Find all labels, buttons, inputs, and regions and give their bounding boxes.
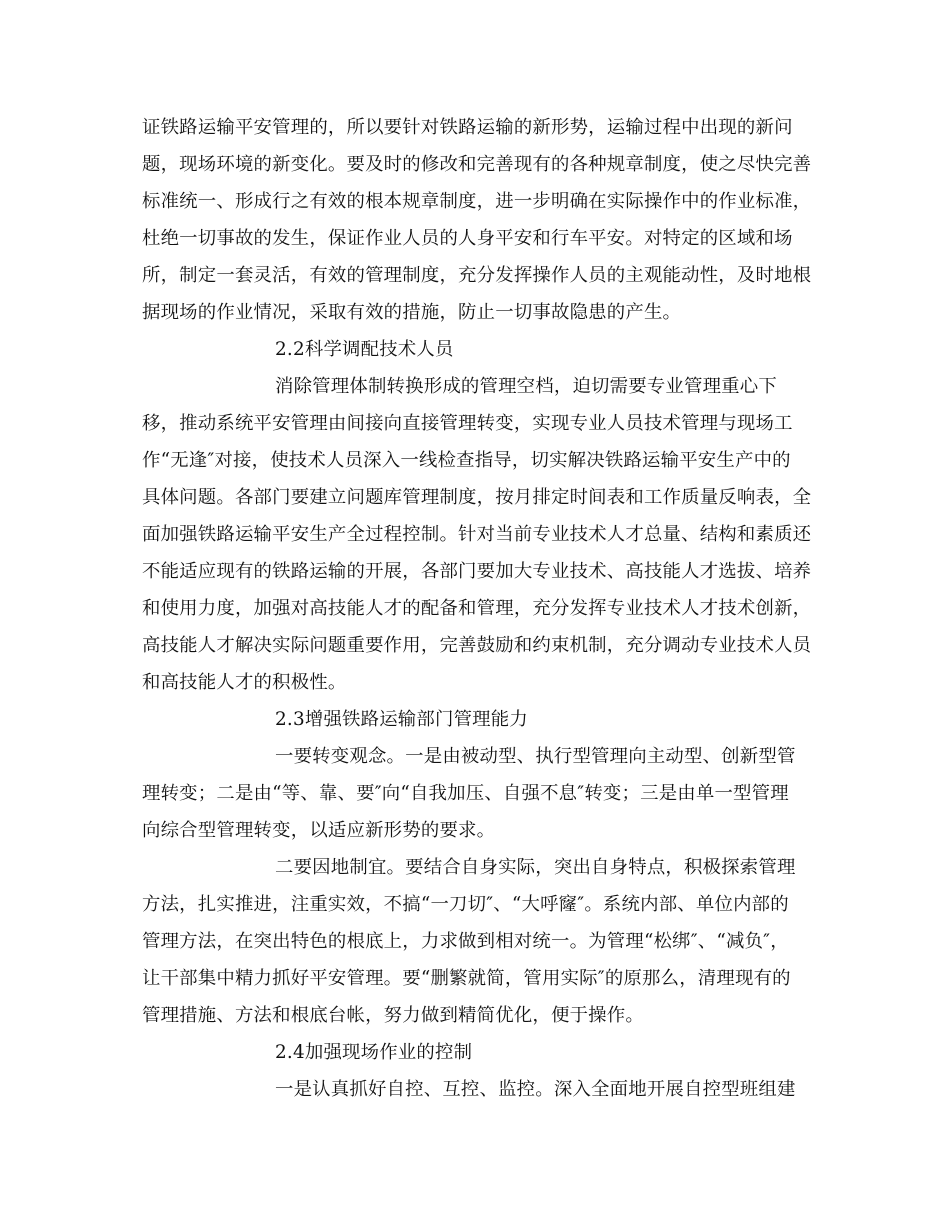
- text-line: 作“无逢″对接，使技术人员深入一线检查指导，切实解决铁路运输平安生产中的: [142, 450, 791, 471]
- text-line: 具体问题。各部门要建立问题库管理制度，按月排定时间表和工作质量反响表，全: [142, 487, 812, 508]
- text-line: 方法，扎实推进，注重实效，不搞“一刀切″、“大呼窿″。系统内部、单位内部的: [142, 894, 789, 915]
- text-line: 标准统一、形成行之有效的根本规章制度，进一步明确在实际操作中的作业标准，: [142, 191, 812, 212]
- text-line: 高技能人才解决实际问题重要作用，完善鼓励和约束机制，充分调动专业技术人员: [142, 635, 812, 656]
- text-line: 杜绝一切事故的发生，保证作业人员的人身平安和行车平安。对特定的区域和场: [142, 228, 793, 249]
- text-line: 管理方法，在突出特色的根底上，力求做到相对统一。为管理“松绑″、“减负″，: [142, 931, 789, 952]
- text-line: 移，推动系统平安管理由间接向直接管理转变，实现专业人员技术管理与现场工: [142, 413, 793, 434]
- text-line: 消除管理体制转换形成的管理空档，迫切需要专业管理重心下: [275, 376, 777, 397]
- text-line: 一要转变观念。一是由被动型、执行型管理向主动型、创新型管: [275, 746, 796, 767]
- text-line: 让干部集中精力抓好平安管理。要“删繁就简，管用实际″的原那么，清理现有的: [142, 968, 791, 989]
- text-line: 不能适应现有的铁路运输的开展，各部门要加大专业技术、高技能人才选拔、培养: [142, 561, 812, 582]
- text-line: 面加强铁路运输平安生产全过程控制。针对当前专业技术人才总量、结构和素质还: [142, 524, 812, 545]
- text-line: 理转变；二是由“等、靠、要″向“自我加压、自强不息″转变；三是由单一型管理: [142, 783, 789, 804]
- section-heading-2-4: 2.4加强现场作业的控制: [275, 1042, 473, 1063]
- text-line: 一是认真抓好自控、互控、监控。深入全面地开展自控型班组建: [275, 1079, 796, 1100]
- text-line: 向综合型管理转变，以适应新形势的要求。: [142, 820, 496, 841]
- text-line: 证铁路运输平安管理的，所以要针对铁路运输的新形势，运输过程中出现的新问: [142, 117, 793, 138]
- text-line: 管理措施、方法和根底台帐，努力做到精简优化，便于操作。: [142, 1005, 644, 1026]
- text-line: 所，制定一套灵活，有效的管理制度，充分发挥操作人员的主观能动性，及时地根: [142, 265, 812, 286]
- section-heading-2-2: 2.2科学调配技术人员: [275, 339, 454, 360]
- text-line: 和使用力度，加强对高技能人才的配备和管理，充分发挥专业技术人才技术创新，: [142, 598, 812, 619]
- text-line: 据现场的作业情况，采取有效的措施，防止一切事故隐患的产生。: [142, 302, 682, 323]
- text-line: 和高技能人才的积极性。: [142, 672, 347, 693]
- text-line: 题，现场环境的新变化。要及时的修改和完善现有的各种规章制度，使之尽快完善: [142, 154, 812, 175]
- text-line: 二要因地制宜。要结合自身实际，突出自身特点，积极探索管理: [275, 857, 796, 878]
- section-heading-2-3: 2.3增强铁路运输部门管理能力: [275, 709, 528, 730]
